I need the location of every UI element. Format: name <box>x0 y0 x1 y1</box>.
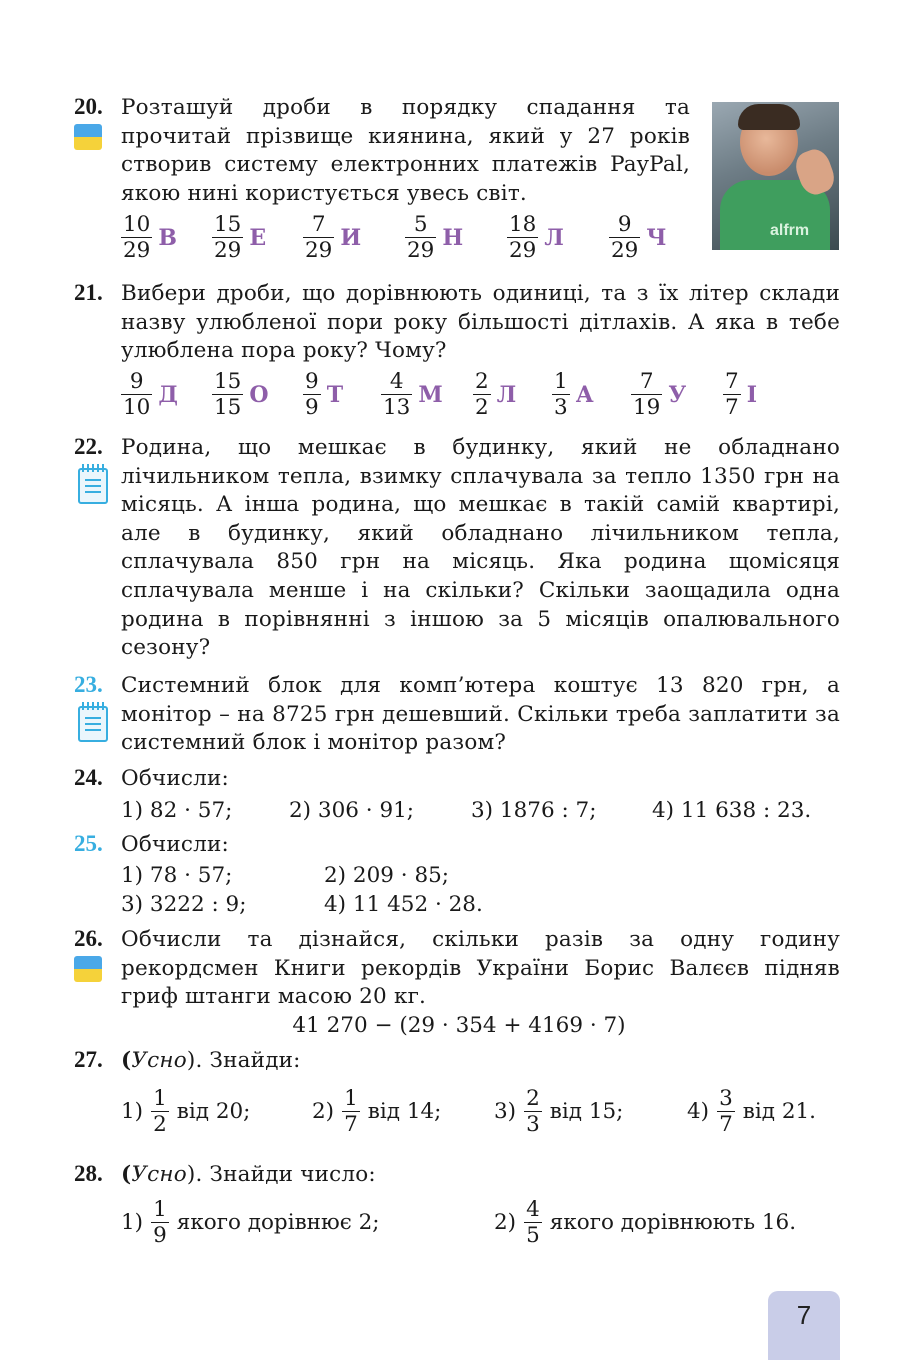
problem-number: 26. <box>74 926 103 951</box>
expression: 41 270 − (29 · 354 + 4169 · 7) <box>292 1013 626 1038</box>
problem-text: (Усно). Знайди: <box>121 1048 301 1073</box>
problem-text: Обчисли: <box>121 832 229 857</box>
fraction-row-21 <box>121 369 757 420</box>
problem-text: Родина, що мешкає в будинку, який не обладнано лічильником тепла, взимку сплачувала за тепло 1350 грн на місяць. А інша родина, що мешкає в такій самій квартирі, але в будинку, який обладнано лічильником тепла, сплачувала 850 грн на місяць. Яка родина щомісяця сплачувала менше і на скільки? Скільки заощадила одна родина в порівнянні з іншою за 5 місяців опалювального сезону? <box>121 435 840 661</box>
fraction-item: $\frac{15}{15}$ О <box>214 369 269 420</box>
fraction-item: $\frac{7}{7}$ І <box>725 369 757 420</box>
problem-26 <box>74 926 840 1012</box>
oral-label: Усно <box>131 1048 187 1073</box>
problem-number: 20. <box>74 94 103 119</box>
problem-25 <box>74 831 840 860</box>
problem-number: 21. <box>74 280 103 305</box>
fraction-item: $\frac{7}{19}$ У <box>633 369 687 420</box>
fraction-exercise-row <box>121 1086 816 1137</box>
problem-number: 25. <box>74 831 103 856</box>
photo-shirt-text: alfrm <box>770 222 810 239</box>
ukraine-flag-icon <box>74 124 102 150</box>
exercise-item: 4) $\frac{3}{7}$ від 21. <box>687 1086 817 1137</box>
fraction-item: $\frac{9}{10}$ Д <box>123 369 178 420</box>
exercise-item: 3) $\frac{2}{3}$ від 15; <box>494 1086 624 1137</box>
problem-text: (Усно). Знайди число: <box>121 1162 376 1187</box>
fraction-item: $\frac{2}{2}$ Л <box>475 369 517 420</box>
fraction-row-20 <box>121 212 666 263</box>
problem-27 <box>74 1047 840 1076</box>
problem-text: Системний блок для комп’ютера коштує 13 820 грн, а монітор – на 8725 грн дешевший. Скільки треба заплатити за системний блок і монітор разом? <box>121 673 840 756</box>
exercise-row: 1) 82 · 57; 2) 306 · 91; 3) 1876 : 7; 4) 11 638 : 23. <box>121 798 812 823</box>
problem-text: Розташуй дроби в порядку спадання та прочитай прізвище киянина, який у 27 років створив систему електронних платежів PayPal, якою нині користується увесь світ. <box>121 95 690 206</box>
fraction-item: $\frac{9}{9}$ Т <box>305 369 344 420</box>
problem-24 <box>74 765 840 794</box>
problem-text: Вибери дроби, що дорівнюють одиниці, та з їх літер склади назву улюбленої пори року більшості дітлахів. А яка в тебе улюблена пора року? Чому? <box>121 281 840 364</box>
problem-number: 23. <box>74 672 103 697</box>
person-photo <box>712 102 839 250</box>
problem-21 <box>74 280 840 366</box>
page-number: 7 <box>768 1291 840 1360</box>
problem-28 <box>74 1161 840 1190</box>
fraction-item: $\frac{15}{29}$ Е <box>214 212 267 263</box>
problem-text: Обчисли та дізнайся, скільки разів за одну годину рекордсмен Книги рекордів України Борис Валєєв підняв гриф штанги масою 20 кг. <box>121 927 840 1010</box>
problem-number: 22. <box>74 434 103 459</box>
problem-text: Обчисли: <box>121 766 229 791</box>
problem-23 <box>74 672 840 758</box>
exercise-row: 1) 78 · 57; 2) 209 · 85; <box>121 863 450 888</box>
fraction-item: $\frac{5}{29}$ Н <box>407 212 464 263</box>
exercise-item: 2) $\frac{1}{7}$ від 14; <box>312 1086 442 1137</box>
fraction-item: $\frac{9}{29}$ Ч <box>611 212 667 263</box>
oral-label: Усно <box>131 1162 187 1187</box>
ukraine-flag-icon <box>74 956 102 982</box>
exercise-item: 1) $\frac{1}{2}$ від 20; <box>121 1086 251 1137</box>
fraction-item: $\frac{1}{3}$ А <box>554 369 594 420</box>
problem-number: 24. <box>74 765 103 790</box>
fraction-item: $\frac{10}{29}$ В <box>123 212 177 263</box>
fraction-item: $\frac{18}{29}$ Л <box>509 212 564 263</box>
problem-number: 27. <box>74 1047 103 1072</box>
fraction-exercise-row <box>121 1197 796 1248</box>
exercise-row: 3) 3222 : 9; 4) 11 452 · 28. <box>121 892 483 917</box>
fraction-item: $\frac{4}{13}$ М <box>383 369 443 420</box>
exercise-item: 2) $\frac{4}{5}$ якого дорівнюють 16. <box>494 1197 797 1248</box>
problem-number: 28. <box>74 1161 103 1186</box>
notebook-icon <box>78 468 108 504</box>
notebook-icon <box>78 706 108 742</box>
problem-22 <box>74 434 840 663</box>
fraction-item: $\frac{7}{29}$ И <box>305 212 362 263</box>
exercise-item: 1) $\frac{1}{9}$ якого дорівнює 2; <box>121 1197 380 1248</box>
